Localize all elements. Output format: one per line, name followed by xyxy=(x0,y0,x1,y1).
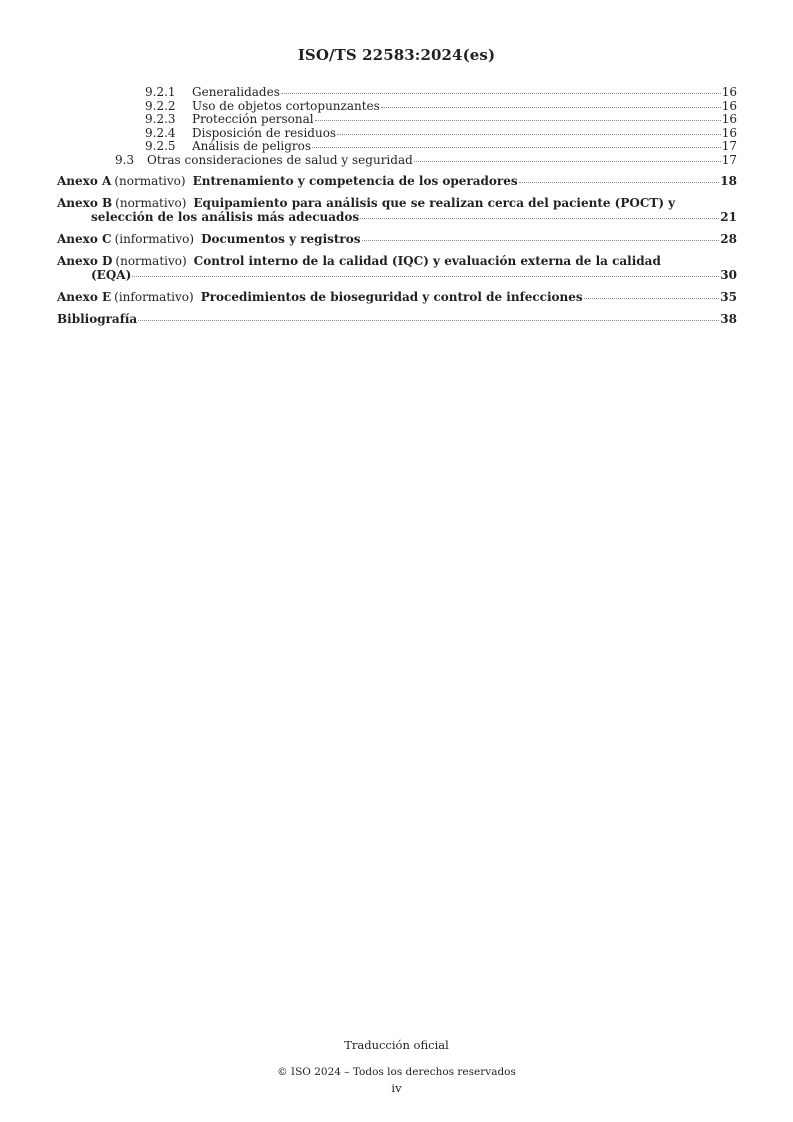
annex-title: Entrenamiento y competencia de los operadores xyxy=(192,174,518,188)
toc-entry-number: 9.2.4 xyxy=(145,125,176,140)
dot-leader xyxy=(312,147,721,148)
toc-entry-title: Protección personal xyxy=(192,112,314,126)
annex-page: 30 xyxy=(720,268,737,282)
toc-entry-number: 9.3 xyxy=(115,152,135,167)
annex-label: Anexo D xyxy=(57,254,113,268)
dot-leader xyxy=(315,120,721,121)
toc-entry-page: 16 xyxy=(721,85,737,99)
toc-entry-number: 9.2.1 xyxy=(145,85,176,99)
toc-annex-c[interactable] xyxy=(57,232,737,246)
toc-entry-number: 9.2.5 xyxy=(145,139,176,153)
annex-page: 18 xyxy=(720,174,737,188)
toc-entry-title: Disposición de residuos xyxy=(192,125,337,140)
copyright-notice: © ISO 2024 – Todos los derechos reservados xyxy=(277,1066,516,1078)
toc-entry-9-2-5[interactable] xyxy=(57,140,737,154)
dot-leader xyxy=(132,276,719,277)
toc-entry-9-2-3[interactable] xyxy=(57,113,737,127)
annex-kind: (normativo) xyxy=(115,254,187,268)
annex-title: Procedimientos de bioseguridad y control de infecciones xyxy=(200,290,583,304)
annex-kind: (informativo) xyxy=(114,232,195,246)
toc-entry-9-2-1[interactable] xyxy=(57,86,737,100)
dot-leader xyxy=(337,134,721,135)
toc-annex-a[interactable] xyxy=(57,174,737,188)
bibliography-page: 38 xyxy=(720,312,737,326)
toc-entry-title: Otras consideraciones de salud y seguridad xyxy=(147,152,413,167)
toc-annex-d[interactable] xyxy=(57,254,737,282)
dot-leader xyxy=(519,182,720,183)
bibliography-title: Bibliografía xyxy=(57,312,138,326)
page-number: iv xyxy=(391,1081,402,1095)
toc-entry-title: Generalidades xyxy=(192,85,280,99)
annex-page: 21 xyxy=(720,210,737,224)
annex-label: Anexo C xyxy=(57,232,112,246)
toc-entry-9-3[interactable] xyxy=(57,154,737,168)
annex-kind: (normativo) xyxy=(114,174,186,188)
toc-entry-page: 16 xyxy=(721,98,737,113)
toc-entry-9-2-2[interactable] xyxy=(57,100,737,114)
annex-title: Documentos y registros xyxy=(201,232,361,246)
toc-entry-title: Análisis de peligros xyxy=(192,139,312,153)
toc-annex-e[interactable] xyxy=(57,290,737,304)
toc-entry-9-2-4[interactable] xyxy=(57,127,737,141)
table-of-contents xyxy=(57,86,737,326)
annex-title: Equipamiento para análisis que se realizan cerca del paciente (POCT) y xyxy=(193,196,676,210)
annex-title-continued: (EQA) xyxy=(91,268,132,282)
document-header: ISO/TS 22583:2024(es) xyxy=(297,46,496,64)
toc-entry-page: 16 xyxy=(721,112,737,126)
annex-label: Anexo B xyxy=(57,196,113,210)
toc-annex-b[interactable] xyxy=(57,196,737,224)
annex-kind: (informativo) xyxy=(114,290,194,304)
dot-leader xyxy=(414,161,721,162)
annex-page: 28 xyxy=(720,232,737,246)
annex-page: 35 xyxy=(720,290,737,304)
annex-title: Control interno de la calidad (IQC) y evaluación externa de la calidad xyxy=(193,254,661,268)
annex-label: Anexo A xyxy=(57,174,112,188)
toc-entry-number: 9.2.3 xyxy=(145,112,176,126)
toc-entry-page: 16 xyxy=(721,125,737,140)
annex-label: Anexo E xyxy=(57,290,112,304)
dot-leader xyxy=(362,240,720,241)
dot-leader xyxy=(360,218,719,219)
toc-entry-number: 9.2.2 xyxy=(145,98,176,113)
dot-leader xyxy=(281,93,721,94)
toc-entry-page: 17 xyxy=(721,152,737,167)
annex-title-continued: selección de los análisis más adecuados xyxy=(91,210,360,224)
dot-leader xyxy=(381,107,721,108)
toc-entry-title: Uso de objetos cortopunzantes xyxy=(192,98,380,113)
dot-leader xyxy=(138,320,719,321)
dot-leader xyxy=(584,298,720,299)
translation-note: Traducción oficial xyxy=(344,1038,449,1052)
toc-bibliography[interactable] xyxy=(57,312,737,326)
annex-kind: (normativo) xyxy=(115,196,187,210)
toc-entry-page: 17 xyxy=(721,139,737,153)
